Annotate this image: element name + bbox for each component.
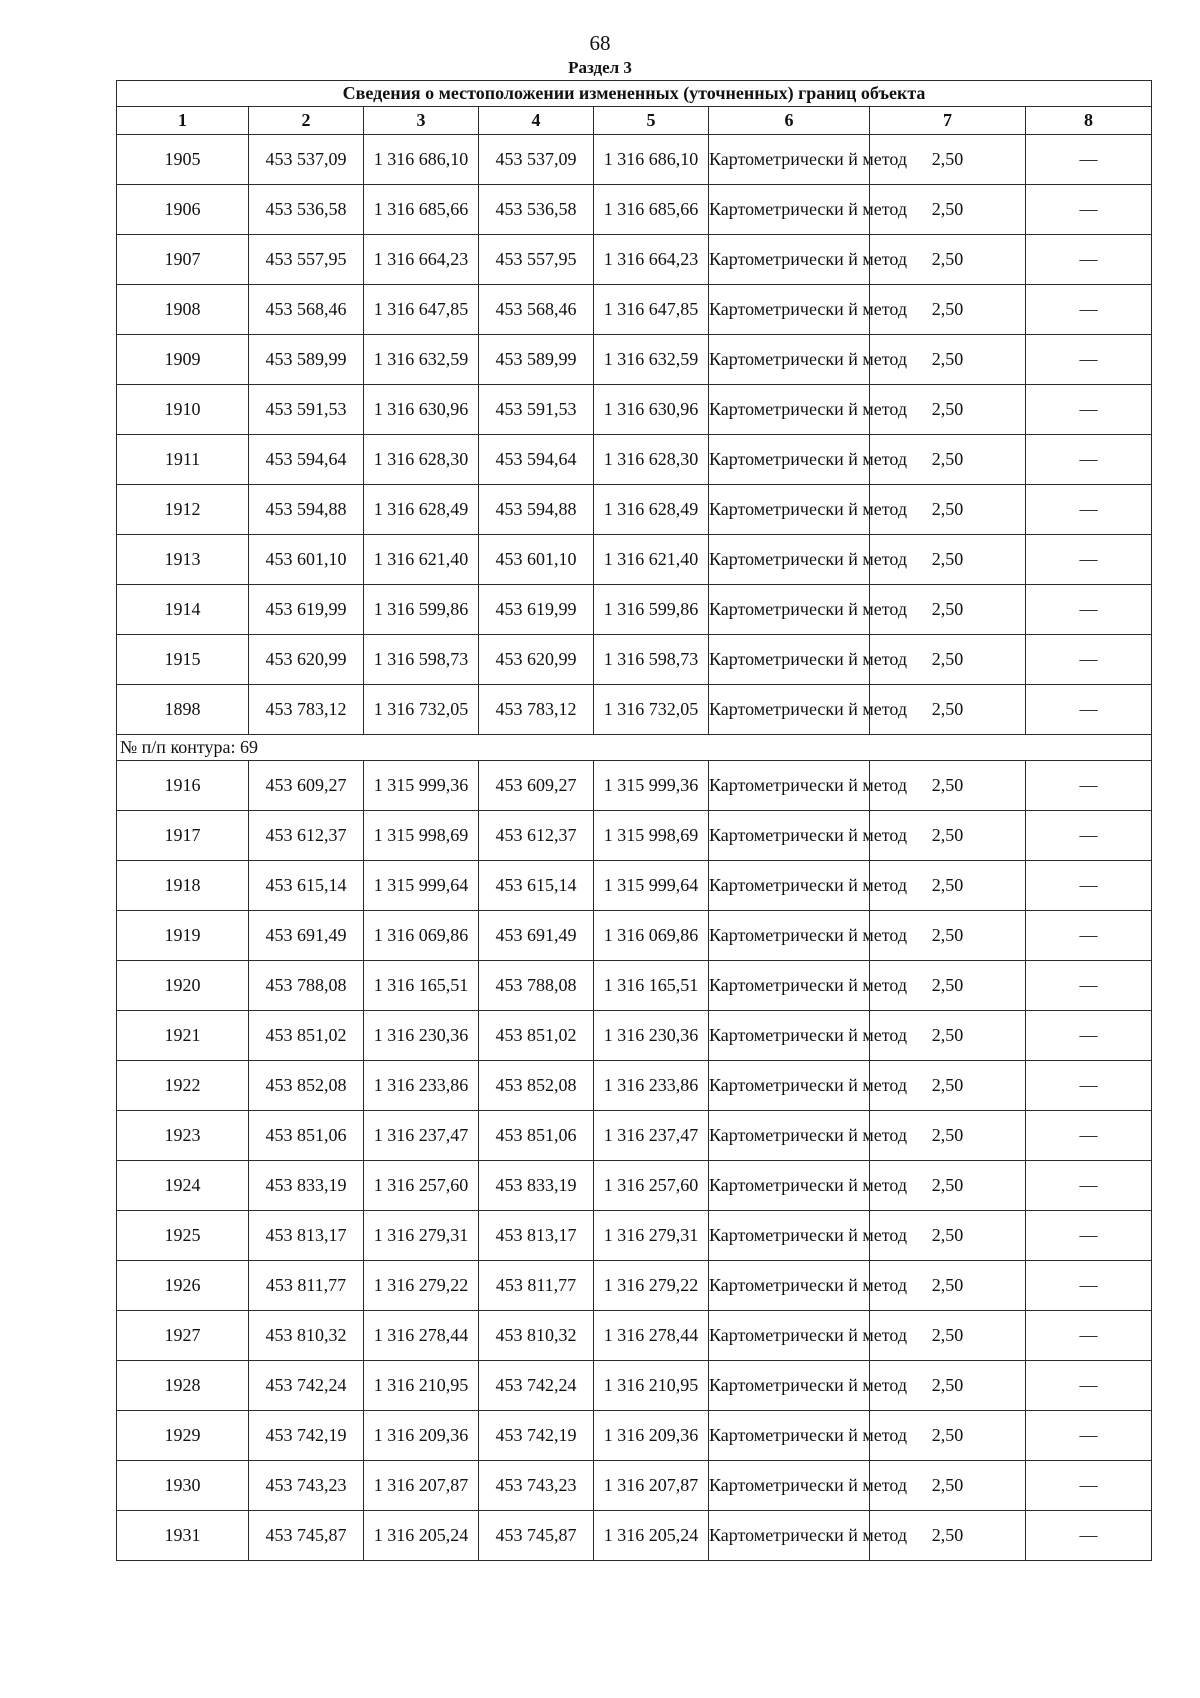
cell-new-y: 1 316 686,10 bbox=[594, 135, 709, 185]
cell-new-y: 1 316 165,51 bbox=[594, 961, 709, 1011]
cell-new-x: 453 620,99 bbox=[479, 635, 594, 685]
cell-method: Картометрически й метод bbox=[709, 485, 870, 535]
cell-accuracy: 2,50 bbox=[870, 285, 1026, 335]
cell-old-x: 453 568,46 bbox=[249, 285, 364, 335]
cell-old-y: 1 316 209,36 bbox=[364, 1411, 479, 1461]
cell-description: — bbox=[1026, 135, 1152, 185]
cell-accuracy: 2,50 bbox=[870, 1361, 1026, 1411]
cell-point-number: 1928 bbox=[117, 1361, 249, 1411]
table-row bbox=[117, 761, 1152, 811]
cell-old-y: 1 316 628,30 bbox=[364, 435, 479, 485]
table-row bbox=[117, 385, 1152, 435]
cell-method: Картометрически й метод bbox=[709, 635, 870, 685]
cell-description: — bbox=[1026, 1261, 1152, 1311]
cell-old-x: 453 615,14 bbox=[249, 861, 364, 911]
cell-description: — bbox=[1026, 385, 1152, 435]
column-number: 1 bbox=[117, 107, 249, 135]
cell-point-number: 1931 bbox=[117, 1511, 249, 1561]
cell-description: — bbox=[1026, 285, 1152, 335]
cell-point-number: 1927 bbox=[117, 1311, 249, 1361]
cell-new-y: 1 316 628,49 bbox=[594, 485, 709, 535]
cell-new-y: 1 316 632,59 bbox=[594, 335, 709, 385]
cell-old-y: 1 315 999,64 bbox=[364, 861, 479, 911]
cell-new-x: 453 851,02 bbox=[479, 1011, 594, 1061]
cell-new-y: 1 316 647,85 bbox=[594, 285, 709, 335]
table-row bbox=[117, 185, 1152, 235]
cell-new-x: 453 594,88 bbox=[479, 485, 594, 535]
cell-accuracy: 2,50 bbox=[870, 385, 1026, 435]
cell-new-x: 453 591,53 bbox=[479, 385, 594, 435]
cell-method: Картометрически й метод bbox=[709, 585, 870, 635]
cell-new-y: 1 316 598,73 bbox=[594, 635, 709, 685]
cell-new-x: 453 788,08 bbox=[479, 961, 594, 1011]
cell-accuracy: 2,50 bbox=[870, 1211, 1026, 1261]
cell-method: Картометрически й метод bbox=[709, 185, 870, 235]
cell-old-x: 453 745,87 bbox=[249, 1511, 364, 1561]
cell-accuracy: 2,50 bbox=[870, 1261, 1026, 1311]
cell-new-x: 453 537,09 bbox=[479, 135, 594, 185]
table-row bbox=[117, 635, 1152, 685]
table-row bbox=[117, 1511, 1152, 1561]
cell-accuracy: 2,50 bbox=[870, 685, 1026, 735]
cell-point-number: 1908 bbox=[117, 285, 249, 335]
cell-point-number: 1910 bbox=[117, 385, 249, 435]
column-number: 5 bbox=[594, 107, 709, 135]
cell-old-y: 1 316 257,60 bbox=[364, 1161, 479, 1211]
cell-old-y: 1 316 664,23 bbox=[364, 235, 479, 285]
column-number: 7 bbox=[870, 107, 1026, 135]
cell-old-x: 453 609,27 bbox=[249, 761, 364, 811]
cell-accuracy: 2,50 bbox=[870, 435, 1026, 485]
cell-old-y: 1 316 279,31 bbox=[364, 1211, 479, 1261]
cell-old-x: 453 851,02 bbox=[249, 1011, 364, 1061]
contour-label: № п/п контура: 69 bbox=[117, 735, 1152, 761]
table-row bbox=[117, 235, 1152, 285]
cell-description: — bbox=[1026, 535, 1152, 585]
cell-point-number: 1929 bbox=[117, 1411, 249, 1461]
cell-new-y: 1 316 230,36 bbox=[594, 1011, 709, 1061]
cell-method: Картометрически й метод bbox=[709, 1261, 870, 1311]
cell-description: — bbox=[1026, 1211, 1152, 1261]
cell-method: Картометрически й метод bbox=[709, 1161, 870, 1211]
cell-old-x: 453 589,99 bbox=[249, 335, 364, 385]
table-row bbox=[117, 1361, 1152, 1411]
cell-accuracy: 2,50 bbox=[870, 1411, 1026, 1461]
contour-row bbox=[117, 735, 1152, 761]
cell-method: Картометрически й метод bbox=[709, 1211, 870, 1261]
cell-old-x: 453 810,32 bbox=[249, 1311, 364, 1361]
cell-old-y: 1 316 686,10 bbox=[364, 135, 479, 185]
cell-method: Картометрически й метод bbox=[709, 861, 870, 911]
cell-new-y: 1 316 732,05 bbox=[594, 685, 709, 735]
cell-accuracy: 2,50 bbox=[870, 861, 1026, 911]
table-row bbox=[117, 1061, 1152, 1111]
cell-method: Картометрически й метод bbox=[709, 1461, 870, 1511]
cell-old-y: 1 316 685,66 bbox=[364, 185, 479, 235]
table-row bbox=[117, 335, 1152, 385]
cell-point-number: 1923 bbox=[117, 1111, 249, 1161]
cell-new-x: 453 568,46 bbox=[479, 285, 594, 335]
cell-old-y: 1 316 205,24 bbox=[364, 1511, 479, 1561]
cell-new-y: 1 316 664,23 bbox=[594, 235, 709, 285]
cell-description: — bbox=[1026, 335, 1152, 385]
table-row bbox=[117, 811, 1152, 861]
cell-description: — bbox=[1026, 485, 1152, 535]
cell-new-x: 453 813,17 bbox=[479, 1211, 594, 1261]
cell-new-y: 1 316 279,22 bbox=[594, 1261, 709, 1311]
cell-point-number: 1920 bbox=[117, 961, 249, 1011]
cell-description: — bbox=[1026, 1511, 1152, 1561]
cell-accuracy: 2,50 bbox=[870, 961, 1026, 1011]
cell-description: — bbox=[1026, 435, 1152, 485]
cell-old-x: 453 852,08 bbox=[249, 1061, 364, 1111]
table-row bbox=[117, 961, 1152, 1011]
table-row bbox=[117, 1311, 1152, 1361]
cell-accuracy: 2,50 bbox=[870, 635, 1026, 685]
cell-new-y: 1 316 233,86 bbox=[594, 1061, 709, 1111]
cell-new-x: 453 743,23 bbox=[479, 1461, 594, 1511]
cell-old-y: 1 316 237,47 bbox=[364, 1111, 479, 1161]
cell-old-x: 453 612,37 bbox=[249, 811, 364, 861]
cell-new-x: 453 619,99 bbox=[479, 585, 594, 635]
cell-accuracy: 2,50 bbox=[870, 185, 1026, 235]
cell-description: — bbox=[1026, 861, 1152, 911]
cell-new-x: 453 851,06 bbox=[479, 1111, 594, 1161]
cell-new-y: 1 316 278,44 bbox=[594, 1311, 709, 1361]
cell-old-x: 453 594,64 bbox=[249, 435, 364, 485]
cell-old-y: 1 316 233,86 bbox=[364, 1061, 479, 1111]
cell-method: Картометрически й метод bbox=[709, 385, 870, 435]
cell-point-number: 1913 bbox=[117, 535, 249, 585]
cell-new-y: 1 315 999,36 bbox=[594, 761, 709, 811]
cell-old-x: 453 742,19 bbox=[249, 1411, 364, 1461]
cell-old-x: 453 620,99 bbox=[249, 635, 364, 685]
table-row bbox=[117, 1411, 1152, 1461]
cell-point-number: 1916 bbox=[117, 761, 249, 811]
cell-old-y: 1 316 647,85 bbox=[364, 285, 479, 335]
cell-new-y: 1 316 205,24 bbox=[594, 1511, 709, 1561]
cell-new-x: 453 601,10 bbox=[479, 535, 594, 585]
cell-description: — bbox=[1026, 1411, 1152, 1461]
cell-point-number: 1930 bbox=[117, 1461, 249, 1511]
cell-accuracy: 2,50 bbox=[870, 1061, 1026, 1111]
cell-new-y: 1 316 599,86 bbox=[594, 585, 709, 635]
cell-method: Картометрически й метод bbox=[709, 961, 870, 1011]
cell-old-y: 1 316 598,73 bbox=[364, 635, 479, 685]
cell-old-y: 1 315 999,36 bbox=[364, 761, 479, 811]
cell-old-y: 1 316 207,87 bbox=[364, 1461, 479, 1511]
cell-point-number: 1919 bbox=[117, 911, 249, 961]
cell-old-y: 1 316 732,05 bbox=[364, 685, 479, 735]
cell-new-x: 453 609,27 bbox=[479, 761, 594, 811]
cell-description: — bbox=[1026, 811, 1152, 861]
cell-description: — bbox=[1026, 685, 1152, 735]
cell-point-number: 1922 bbox=[117, 1061, 249, 1111]
cell-old-x: 453 691,49 bbox=[249, 911, 364, 961]
table-row bbox=[117, 1011, 1152, 1061]
cell-description: — bbox=[1026, 1311, 1152, 1361]
cell-point-number: 1909 bbox=[117, 335, 249, 385]
cell-accuracy: 2,50 bbox=[870, 485, 1026, 535]
cell-new-y: 1 316 069,86 bbox=[594, 911, 709, 961]
cell-point-number: 1906 bbox=[117, 185, 249, 235]
cell-accuracy: 2,50 bbox=[870, 335, 1026, 385]
cell-method: Картометрически й метод bbox=[709, 1411, 870, 1461]
cell-new-x: 453 742,19 bbox=[479, 1411, 594, 1461]
cell-accuracy: 2,50 bbox=[870, 1161, 1026, 1211]
cell-old-y: 1 316 630,96 bbox=[364, 385, 479, 435]
cell-accuracy: 2,50 bbox=[870, 1011, 1026, 1061]
cell-method: Картометрически й метод bbox=[709, 911, 870, 961]
table-row bbox=[117, 485, 1152, 535]
cell-old-x: 453 851,06 bbox=[249, 1111, 364, 1161]
cell-old-x: 453 788,08 bbox=[249, 961, 364, 1011]
cell-method: Картометрически й метод bbox=[709, 335, 870, 385]
cell-old-y: 1 316 210,95 bbox=[364, 1361, 479, 1411]
cell-new-x: 453 783,12 bbox=[479, 685, 594, 735]
cell-method: Картометрически й метод bbox=[709, 1111, 870, 1161]
cell-new-y: 1 316 685,66 bbox=[594, 185, 709, 235]
cell-method: Картометрически й метод bbox=[709, 435, 870, 485]
cell-point-number: 1924 bbox=[117, 1161, 249, 1211]
cell-old-x: 453 557,95 bbox=[249, 235, 364, 285]
cell-description: — bbox=[1026, 585, 1152, 635]
cell-description: — bbox=[1026, 1111, 1152, 1161]
cell-description: — bbox=[1026, 1461, 1152, 1511]
cell-point-number: 1898 bbox=[117, 685, 249, 735]
cell-old-x: 453 537,09 bbox=[249, 135, 364, 185]
cell-old-y: 1 316 278,44 bbox=[364, 1311, 479, 1361]
cell-old-y: 1 316 628,49 bbox=[364, 485, 479, 535]
cell-new-x: 453 536,58 bbox=[479, 185, 594, 235]
table-body bbox=[117, 135, 1152, 1561]
cell-accuracy: 2,50 bbox=[870, 811, 1026, 861]
cell-old-y: 1 316 165,51 bbox=[364, 961, 479, 1011]
cell-new-x: 453 589,99 bbox=[479, 335, 594, 385]
cell-point-number: 1911 bbox=[117, 435, 249, 485]
table-row bbox=[117, 285, 1152, 335]
cell-new-y: 1 316 237,47 bbox=[594, 1111, 709, 1161]
cell-new-x: 453 594,64 bbox=[479, 435, 594, 485]
cell-point-number: 1915 bbox=[117, 635, 249, 685]
cell-new-x: 453 833,19 bbox=[479, 1161, 594, 1211]
cell-accuracy: 2,50 bbox=[870, 761, 1026, 811]
cell-point-number: 1907 bbox=[117, 235, 249, 285]
cell-old-y: 1 316 599,86 bbox=[364, 585, 479, 635]
cell-description: — bbox=[1026, 1361, 1152, 1411]
cell-old-x: 453 742,24 bbox=[249, 1361, 364, 1411]
cell-accuracy: 2,50 bbox=[870, 1511, 1026, 1561]
cell-method: Картометрически й метод bbox=[709, 685, 870, 735]
cell-old-y: 1 316 621,40 bbox=[364, 535, 479, 585]
table-row bbox=[117, 435, 1152, 485]
table-row bbox=[117, 685, 1152, 735]
cell-accuracy: 2,50 bbox=[870, 911, 1026, 961]
cell-description: — bbox=[1026, 1011, 1152, 1061]
cell-point-number: 1914 bbox=[117, 585, 249, 635]
cell-accuracy: 2,50 bbox=[870, 535, 1026, 585]
cell-description: — bbox=[1026, 961, 1152, 1011]
column-number: 6 bbox=[709, 107, 870, 135]
cell-method: Картометрически й метод bbox=[709, 285, 870, 335]
cell-description: — bbox=[1026, 635, 1152, 685]
cell-old-x: 453 536,58 bbox=[249, 185, 364, 235]
cell-new-x: 453 742,24 bbox=[479, 1361, 594, 1411]
cell-description: — bbox=[1026, 1061, 1152, 1111]
cell-new-y: 1 316 210,95 bbox=[594, 1361, 709, 1411]
cell-old-y: 1 316 279,22 bbox=[364, 1261, 479, 1311]
cell-old-x: 453 813,17 bbox=[249, 1211, 364, 1261]
cell-method: Картометрически й метод bbox=[709, 1311, 870, 1361]
cell-new-y: 1 315 998,69 bbox=[594, 811, 709, 861]
cell-new-x: 453 615,14 bbox=[479, 861, 594, 911]
cell-new-y: 1 316 207,87 bbox=[594, 1461, 709, 1511]
coordinates-table bbox=[116, 80, 1152, 1561]
cell-point-number: 1905 bbox=[117, 135, 249, 185]
cell-old-x: 453 833,19 bbox=[249, 1161, 364, 1211]
cell-description: — bbox=[1026, 761, 1152, 811]
cell-point-number: 1921 bbox=[117, 1011, 249, 1061]
cell-accuracy: 2,50 bbox=[870, 135, 1026, 185]
cell-new-x: 453 557,95 bbox=[479, 235, 594, 285]
cell-new-y: 1 316 630,96 bbox=[594, 385, 709, 435]
section-title: Раздел 3 bbox=[568, 58, 632, 77]
column-number: 3 bbox=[364, 107, 479, 135]
cell-new-x: 453 852,08 bbox=[479, 1061, 594, 1111]
cell-method: Картометрически й метод bbox=[709, 235, 870, 285]
cell-new-y: 1 316 257,60 bbox=[594, 1161, 709, 1211]
cell-description: — bbox=[1026, 911, 1152, 961]
cell-new-y: 1 316 628,30 bbox=[594, 435, 709, 485]
cell-point-number: 1926 bbox=[117, 1261, 249, 1311]
cell-old-x: 453 619,99 bbox=[249, 585, 364, 635]
cell-point-number: 1917 bbox=[117, 811, 249, 861]
cell-old-y: 1 316 632,59 bbox=[364, 335, 479, 385]
cell-method: Картометрически й метод bbox=[709, 1361, 870, 1411]
table-row bbox=[117, 1111, 1152, 1161]
cell-point-number: 1925 bbox=[117, 1211, 249, 1261]
table-row bbox=[117, 1161, 1152, 1211]
cell-accuracy: 2,50 bbox=[870, 235, 1026, 285]
cell-method: Картометрически й метод bbox=[709, 1061, 870, 1111]
cell-new-x: 453 691,49 bbox=[479, 911, 594, 961]
cell-new-x: 453 612,37 bbox=[479, 811, 594, 861]
cell-new-y: 1 316 279,31 bbox=[594, 1211, 709, 1261]
cell-old-x: 453 743,23 bbox=[249, 1461, 364, 1511]
cell-old-y: 1 316 069,86 bbox=[364, 911, 479, 961]
cell-old-x: 453 591,53 bbox=[249, 385, 364, 435]
cell-new-y: 1 316 621,40 bbox=[594, 535, 709, 585]
cell-new-x: 453 810,32 bbox=[479, 1311, 594, 1361]
table-row bbox=[117, 585, 1152, 635]
cell-new-y: 1 316 209,36 bbox=[594, 1411, 709, 1461]
column-number-row bbox=[117, 107, 1152, 135]
cell-accuracy: 2,50 bbox=[870, 1311, 1026, 1361]
column-number: 4 bbox=[479, 107, 594, 135]
cell-old-x: 453 601,10 bbox=[249, 535, 364, 585]
table-row bbox=[117, 1261, 1152, 1311]
cell-accuracy: 2,50 bbox=[870, 1461, 1026, 1511]
cell-old-y: 1 316 230,36 bbox=[364, 1011, 479, 1061]
cell-method: Картометрически й метод bbox=[709, 135, 870, 185]
cell-method: Картометрически й метод bbox=[709, 1511, 870, 1561]
cell-description: — bbox=[1026, 235, 1152, 285]
cell-description: — bbox=[1026, 185, 1152, 235]
cell-point-number: 1918 bbox=[117, 861, 249, 911]
cell-description: — bbox=[1026, 1161, 1152, 1211]
table-row bbox=[117, 1461, 1152, 1511]
table-row bbox=[117, 1211, 1152, 1261]
table-row bbox=[117, 535, 1152, 585]
cell-old-x: 453 811,77 bbox=[249, 1261, 364, 1311]
cell-old-y: 1 315 998,69 bbox=[364, 811, 479, 861]
cell-accuracy: 2,50 bbox=[870, 1111, 1026, 1161]
cell-old-x: 453 783,12 bbox=[249, 685, 364, 735]
column-number: 8 bbox=[1026, 107, 1152, 135]
cell-point-number: 1912 bbox=[117, 485, 249, 535]
cell-new-x: 453 811,77 bbox=[479, 1261, 594, 1311]
cell-new-x: 453 745,87 bbox=[479, 1511, 594, 1561]
table-row bbox=[117, 861, 1152, 911]
cell-method: Картометрически й метод bbox=[709, 811, 870, 861]
column-number: 2 bbox=[249, 107, 364, 135]
table-row bbox=[117, 135, 1152, 185]
cell-accuracy: 2,50 bbox=[870, 585, 1026, 635]
table-caption: Сведения о местоположении измененных (уточненных) границ объекта bbox=[117, 81, 1152, 107]
cell-method: Картометрически й метод bbox=[709, 535, 870, 585]
cell-new-y: 1 315 999,64 bbox=[594, 861, 709, 911]
table-row bbox=[117, 911, 1152, 961]
page-number: 68 bbox=[589, 31, 611, 55]
cell-method: Картометрически й метод bbox=[709, 761, 870, 811]
cell-method: Картометрически й метод bbox=[709, 1011, 870, 1061]
cell-old-x: 453 594,88 bbox=[249, 485, 364, 535]
